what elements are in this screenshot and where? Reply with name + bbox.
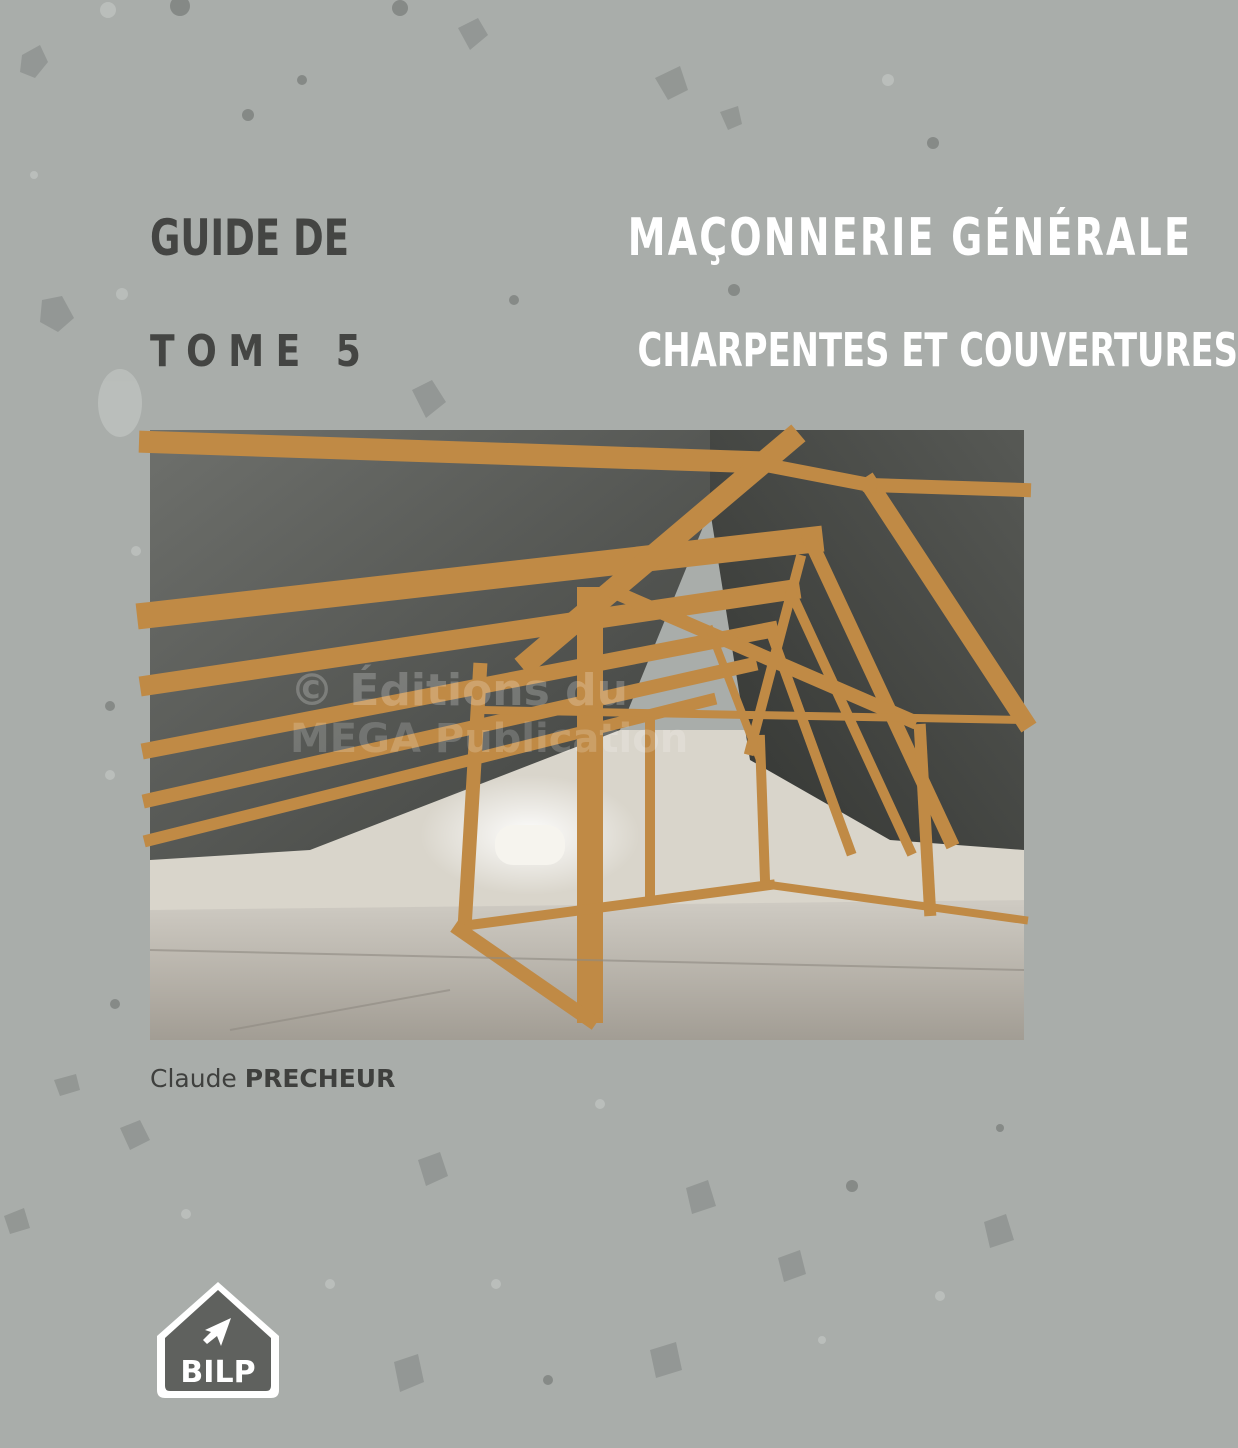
volume-label: TOME 5 [150, 326, 373, 377]
author-first-name: Claude [150, 1064, 237, 1093]
author-last-name: PRECHEUR [244, 1064, 396, 1093]
subtitle-row [150, 323, 1238, 377]
publisher-logo-text: BILP [180, 1355, 256, 1390]
title-maconnerie: MAÇONNERIE GÉNÉRALE [627, 208, 1193, 268]
photo-watermark-line2: MEGA Publication [290, 716, 689, 762]
photo-watermark-line1: © Éditions du [290, 665, 628, 716]
author-name [150, 1064, 395, 1093]
title-guide-de: GUIDE DE [150, 209, 350, 267]
subtitle: CHARPENTES ET COUVERTURES [637, 323, 1238, 377]
title-row [150, 208, 1193, 268]
attic-photo [150, 430, 1024, 1040]
publisher-logo [153, 1278, 283, 1402]
